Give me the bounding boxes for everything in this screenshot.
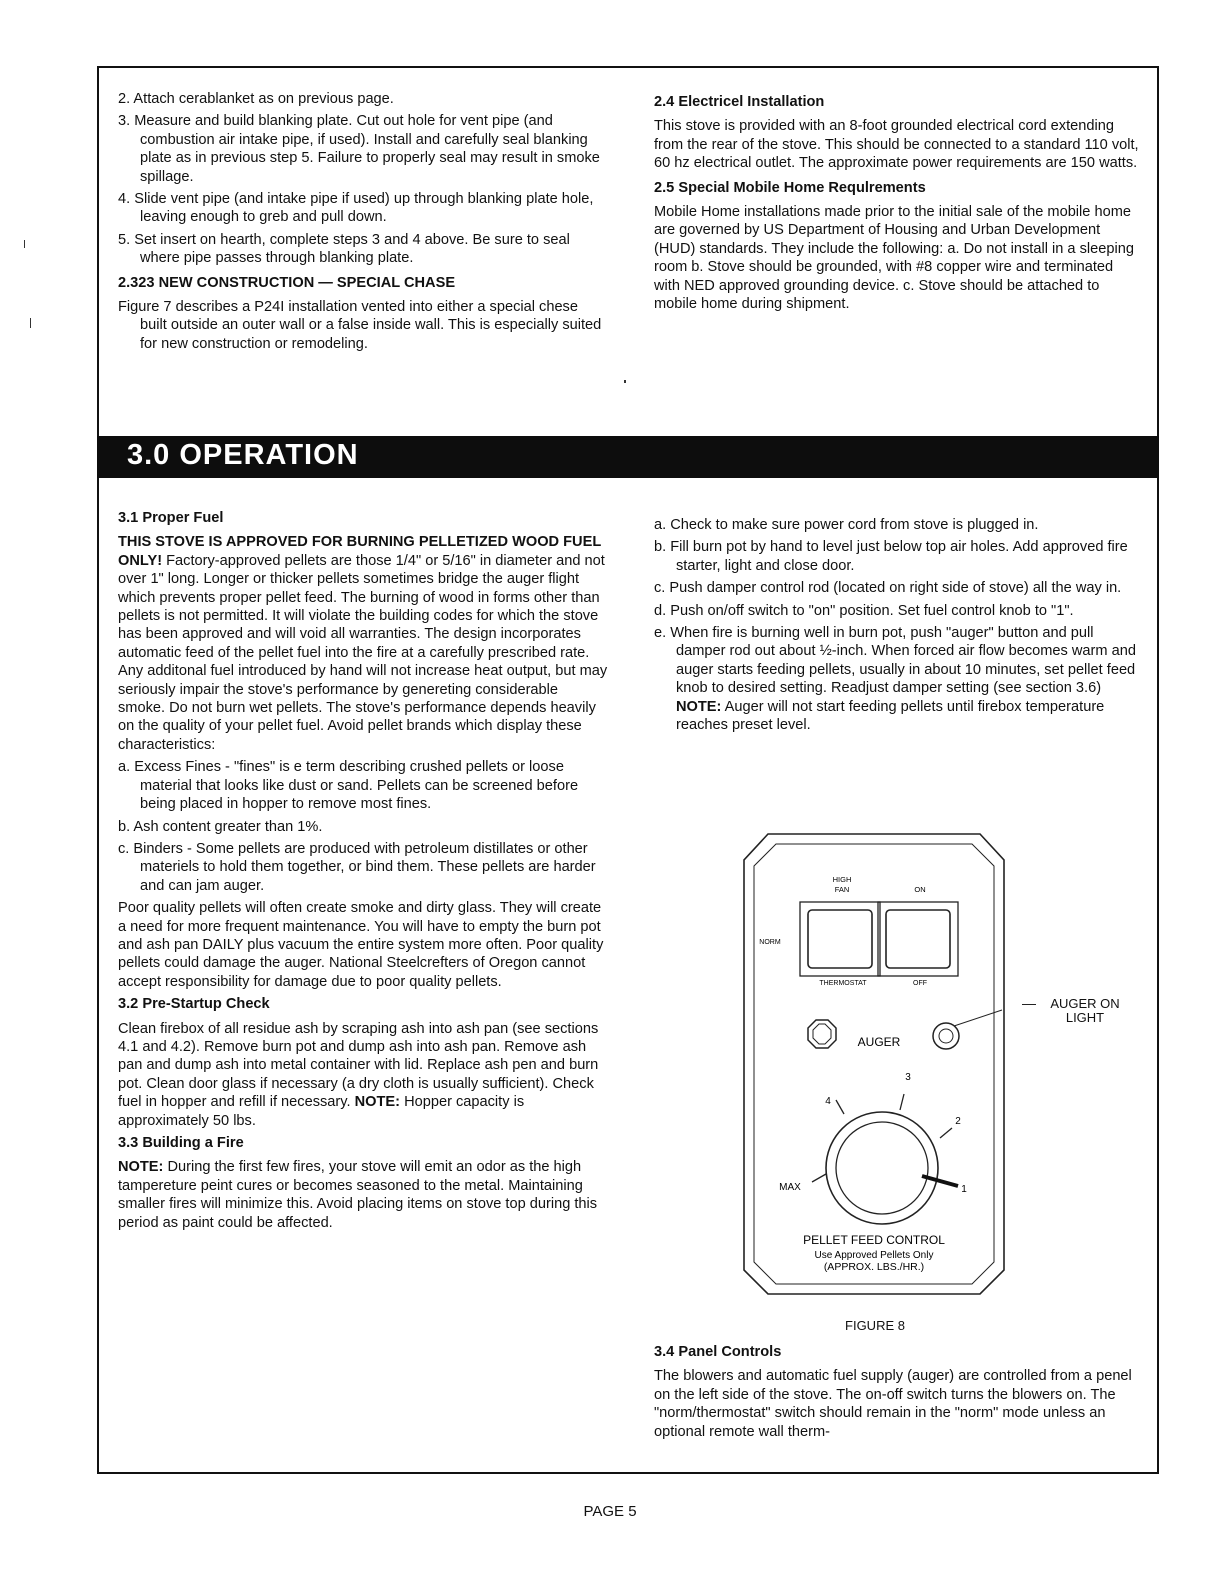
panel-controls-section — [654, 1340, 1140, 1445]
control-panel-drawing — [740, 830, 1008, 1298]
power-switch-frame — [878, 902, 958, 976]
scan-mark — [30, 318, 31, 328]
figure-8-control-panel — [740, 830, 1008, 1298]
paragraph — [118, 1158, 608, 1232]
top-right-column — [654, 90, 1140, 317]
panel-subtitle: Use Approved Pellets Only — [814, 1250, 934, 1261]
label-high: HIGH — [832, 875, 852, 884]
body-text: Hopper capacity is approximately 50 lbs. — [118, 1094, 525, 1129]
dial-label-1: 1 — [961, 1184, 967, 1195]
list-item: c. Binders - Some pellets are produced with petroleum distillates or other materiels to hold them together, or bind them. These pellets are harder and can jam auger. — [118, 840, 596, 894]
paragraph — [118, 533, 608, 754]
fan-rocker-switch — [808, 910, 872, 968]
dial-tick-4 — [836, 1100, 844, 1114]
body-text: During the first few fires, your stove will emit an odor as the high tampereture peint cures or becomes seasoned to the metal. Maintaining smaller fires will minimize this. Avoid placing items on stove top during this period as paint could be affected. — [118, 1159, 598, 1231]
list-item: 4. Slide vent pipe (and intake pipe if used) up through blanking plate hole, leaving enough to greb and pull down. — [118, 191, 594, 226]
body-text: Factory-approved pellets are those 1/4" or 5/16" in diameter and not over 1" long. Longer or thicker pellets sometimes bridge the auger flight which prevents proper pellet feed. The burning of wood in forms other than pellets is not permitted. It will violate the building codes for which the stove has been approved and will void all warranties. The design incorporates automatic feed of the pellet fuel into the fire at a carefully prescribed rate. Any additonal fuel introduced by hand will not increase heat output, but may seriously impair the stove's performance by genereting considerable smoke. Do not burn wet pellets. The stove's performance depends heavily on the quality of your pellet fuel. Avoid pellet brands which display these characteristics: — [118, 552, 608, 753]
power-rocker-switch — [886, 910, 950, 968]
section-heading: 2.4 Electricel Installation — [654, 94, 825, 110]
label-on: ON — [914, 885, 926, 894]
fan-switch-frame — [800, 902, 880, 976]
panel-units: (APPROX. LBS./HR.) — [823, 1261, 925, 1273]
label-off: OFF — [913, 980, 927, 987]
section-header-bar — [97, 436, 1159, 478]
list-item: 5. Set insert on hearth, complete steps 3 and 4 above. Be sure to seal where pipe passes through blanking plate. — [118, 231, 570, 267]
list-item — [654, 624, 1140, 734]
auger-button-inner — [813, 1024, 831, 1044]
panel-outline — [744, 834, 1004, 1294]
dial-tick-max — [812, 1174, 826, 1182]
page-number: PAGE 5 — [583, 1503, 637, 1520]
label-fan: FAN — [834, 885, 850, 894]
body-text: Clean firebox of all residue ash by scraping ash into ash pan (see sections 4.1 and 4.2). Remove burn pot and dump ash into ash pan. Remove ash pan and dump ash into metal container with lid. Replace ash pen and burn pot. Clean door glass if necessary (a dry cloth is usually sufficient). Check fuel in hopper and refill if necessary. — [118, 1020, 599, 1111]
section-heading: 2.5 Special Mobile Home Requlrements — [654, 179, 926, 196]
callout-dash — [1022, 1004, 1036, 1005]
list-item: d. Push on/off switch to "on" position. Set fuel control knob to "1". — [654, 602, 1074, 619]
scan-mark — [24, 240, 25, 248]
paragraph — [118, 1020, 608, 1130]
label-thermostat: THERMOSTAT — [819, 980, 867, 987]
feed-dial-outer — [826, 1112, 938, 1224]
panel-title: PELLET FEED CONTROL — [803, 1233, 945, 1247]
list-item: a. Check to make sure power cord from stove is plugged in. — [654, 517, 1039, 533]
section-heading: 3.3 Building a Fire — [118, 1135, 244, 1151]
list-item: b. Fill burn pot by hand to level just below top air holes. Add approved fire starter, light and close door. — [654, 539, 1128, 574]
paragraph: Poor quality pellets will often create smoke and dirty glass. They will create a need for more frequent maintenance. You will have to empty the burn pot and ash pan DAILY plus vacuum the entire system more often. Poor quality pellets could damage the auger. National Steelcrefters of Oregon cannot accept responsibility for damage due to poor quality pellets. — [118, 900, 604, 990]
label-norm: NORM — [759, 939, 781, 946]
dial-label-4: 4 — [825, 1096, 831, 1107]
bold-text: THIS STOVE IS APPROVED FOR BURNING PELLETIZED WOOD FUEL ONLY! — [118, 534, 601, 569]
dial-tick-3 — [900, 1094, 904, 1110]
callout-line — [954, 1010, 1002, 1026]
auger-on-light-callout: AUGER ON LIGHT — [1050, 996, 1120, 1025]
bottom-right-column — [654, 516, 1140, 738]
paragraph: This stove is provided with an 8-foot grounded electrical cord extending from the rear of the stove. This should be connected to a standard 110 volt, 60 hz electrical outlet. The approximate power requirements are 150 watts. — [654, 118, 1139, 172]
dial-pointer — [922, 1176, 958, 1186]
scan-mark — [624, 380, 626, 383]
section-heading: 3.2 Pre-Startup Check — [118, 996, 270, 1013]
paragraph: Mobile Home installations made prior to the initial sale of the mobile home are governed by US Department of Housing and Urban Development (HUD) standards. They include the following: a. Do not install in a sleeping room b. Stove should be grounded, with #8 copper wire and terminated with NED approved grounding device. c. Stove should be attached to mobile home during shipment. — [654, 204, 1134, 313]
paragraph: The blowers and automatic fuel supply (auger) are controlled from a penel on the left side of the stove. The on-off switch turns the blowers on. The "norm/thermostat" switch should remain in the "norm" mode unless an optional remote wall therm- — [654, 1368, 1132, 1440]
note-label: NOTE: — [118, 1159, 164, 1176]
section-heading: 3.4 Panel Controls — [654, 1344, 782, 1360]
feed-dial-knob — [836, 1122, 928, 1214]
list-item: a. Excess Fines - "fines" is e term describing crushed pellets or loose material that looks like dust or sand. Pellets can be screened before being placed in hopper to remove most fines. — [118, 759, 579, 813]
bottom-left-column — [118, 506, 608, 1236]
figure-caption: FIGURE 8 — [845, 1318, 905, 1333]
dial-label-2: 2 — [955, 1116, 961, 1127]
label-auger: AUGER — [857, 1035, 901, 1049]
section-heading: 2.323 NEW CONSTRUCTION — SPECIAL CHASE — [118, 274, 456, 291]
body-text: Auger will not start feeding pellets until firebox temperature reaches preset level. — [676, 698, 1105, 734]
section-title: 3.0 OPERATION — [127, 439, 359, 471]
section-heading: 3.1 Proper Fuel — [118, 510, 224, 526]
list-item: 2. Attach cerablanket as on previous page. — [118, 91, 394, 107]
dial-label-max: MAX — [779, 1182, 801, 1193]
list-item: 3. Measure and build blanking plate. Cut out hole for vent pipe (and combustion air intake pipe, if used). Install and carefully seal blanking plate as in previous step 5. Failure to properly seal may result in smoke spillage. — [118, 113, 600, 185]
dial-tick-2 — [940, 1128, 952, 1138]
body-text: e. When fire is burning well in burn pot, push "auger" button and pull damper rod out about ½-inch. When forced air flow becomes warm and auger starts feeding pellets, usually in about 10 minutes, set pellet feed knob to desired setting. Readjust damper setting (see section 3.6) — [654, 625, 1136, 697]
list-item: b. Ash content greater than 1%. — [118, 818, 323, 835]
dial-label-3: 3 — [905, 1072, 911, 1083]
auger-on-light — [933, 1023, 959, 1049]
auger-on-light-inner — [939, 1029, 953, 1043]
note-label: NOTE: — [676, 698, 722, 715]
paragraph: Figure 7 describes a P24I installation vented into either a special chese built outside an outer wall or a false inside wall. This is especially suited for new construction or remodeling. — [118, 299, 602, 352]
top-left-column — [118, 90, 608, 357]
list-item: c. Push damper control rod (located on right side of stove) all the way in. — [654, 580, 1122, 597]
note-label: NOTE: — [354, 1094, 401, 1111]
